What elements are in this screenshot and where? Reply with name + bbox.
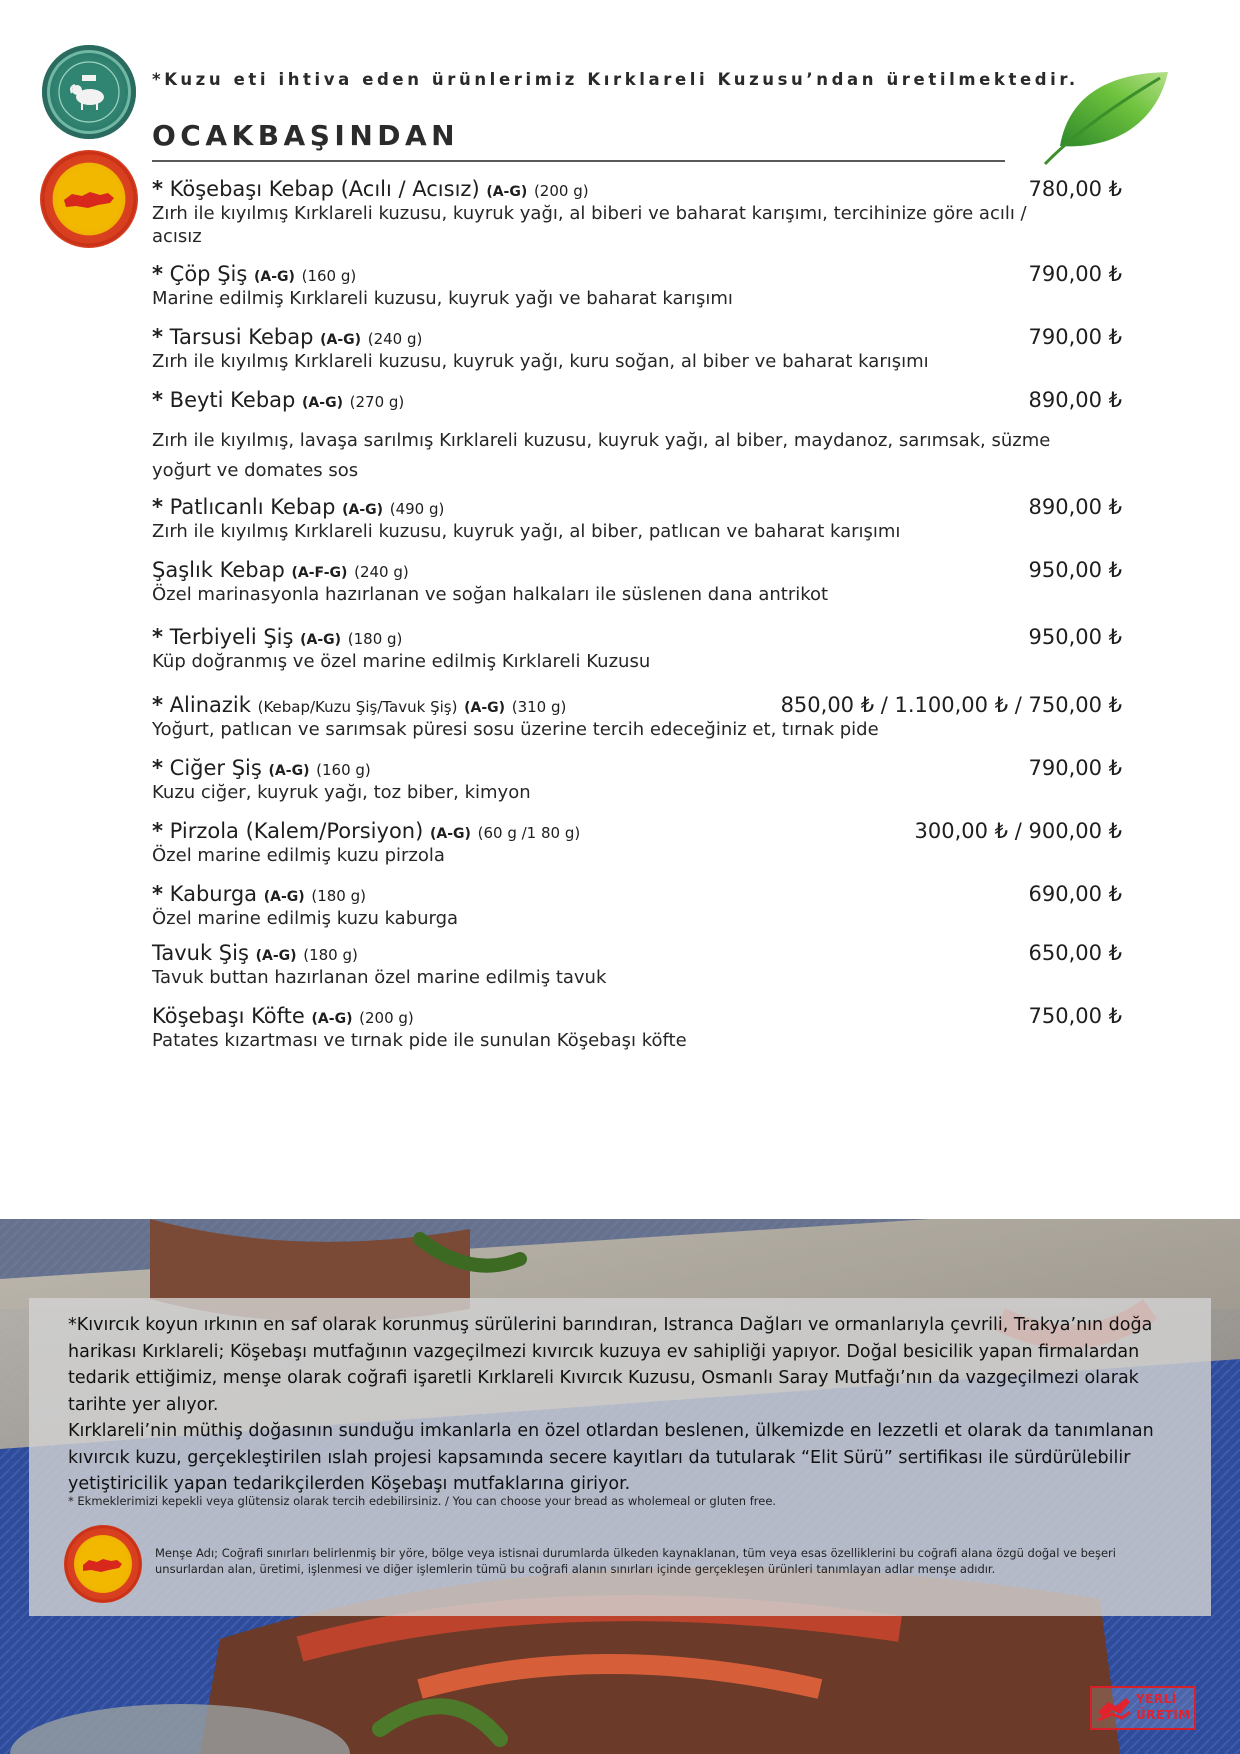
item-weight: (160 g): [301, 267, 357, 285]
item-name: Tavuk Şiş (A-G) (180 g): [152, 941, 358, 965]
item-name: Şaşlık Kebap (A-F-G) (240 g): [152, 558, 409, 582]
item-price: 950,00 ₺: [1028, 625, 1122, 649]
allergen-code: (A-G): [302, 395, 343, 411]
item-name: * Çöp Şiş (A-G) (160 g): [152, 262, 357, 286]
item-name: Köşebaşı Köfte (A-G) (200 g): [152, 1004, 414, 1028]
bread-note: * Ekmeklerimizi kepekli veya glütensiz olarak tercih edebilirsiniz. / You can choose your bread as wholemeal or gluten free.: [68, 1494, 777, 1508]
menu-item: [152, 558, 1122, 606]
mense-definition: Menşe Adı; Coğrafi sınırları belirlenmiş bir yöre, bölge veya istisnai durumlarda ülkeden kaynaklanan, tüm veya esas özelliklerini bu coğrafi alana özgü doğal ve beşeri unsurlardan alan, üretimi, işlenmesi ve diğer işlemlerin tümü bu coğrafi alanın sınırları içinde gerçekleşen ürünleri tanımlayan adlar menşe adıdır.: [155, 1546, 1116, 1576]
allergen-code: (A-G): [300, 632, 342, 648]
item-price: 790,00 ₺: [1028, 756, 1122, 780]
menu-item: [152, 262, 1122, 310]
item-name: * Beyti Kebap (A-G) (270 g): [152, 388, 405, 412]
item-description: Kuzu ciğer, kuyruk yağı, toz biber, kimyon: [152, 782, 531, 803]
heading-divider: [152, 160, 1005, 162]
item-description: Özel marinasyonla hazırlanan ve soğan halkaları ile süslenen dana antrikot: [152, 584, 829, 605]
kirklareli-kuzusu-seal-icon: [42, 45, 136, 139]
item-weight: (490 g): [389, 500, 445, 518]
menu-item: [152, 325, 1122, 373]
item-price: 690,00 ₺: [1028, 882, 1122, 906]
item-weight: (160 g): [316, 761, 371, 779]
info-paragraph-1: *Kıvırcık koyun ırkının en saf olarak korunmuş sürülerini barındıran, Istranca Dağları ve ormanlarıyla çevrili, Trakya’nın doğa harikası Kırklareli; Köşebaşı mutfağının vazgeçilmezi kıvırcık kuzuya ev sahipliği yapıyor. Doğal besicilik yapan firmalardan tedarik ettiğimiz, menşe olarak coğrafi işaretli Kırklareli Kıvırcık Kuzusu, Osmanlı Saray Mutfağı’nın da vazgeçilmezi olarak tarihte yer alıyor.: [68, 1315, 1153, 1415]
item-name: * Terbiyeli Şiş (A-G) (180 g): [152, 625, 403, 649]
allergen-code: (A-G): [320, 332, 362, 348]
item-weight: (270 g): [349, 393, 405, 411]
item-weight: (200 g): [533, 182, 589, 200]
yerli-label: YERLİ: [1136, 1692, 1177, 1706]
item-price: 650,00 ₺: [1028, 941, 1122, 965]
menu-item: [152, 1004, 1122, 1052]
item-description: Özel marine edilmiş kuzu pirzola: [152, 845, 445, 866]
item-price: 300,00 ₺ / 900,00 ₺: [914, 819, 1122, 843]
menu-item: [152, 756, 1122, 804]
item-description: Marine edilmiş Kırklareli kuzusu, kuyruk yağı ve baharat karışımı: [152, 288, 733, 309]
allergen-code: (A-G): [486, 184, 528, 200]
item-description: Zırh ile kıyılmış Kırklareli kuzusu, kuyruk yağı, al biberi ve baharat karışımı, tercihinize göre acılı / acısız: [152, 203, 1027, 247]
item-description: Yoğurt, patlıcan ve sarımsak püresi sosu üzerine tercih edeceğiniz et, tırnak pide: [152, 719, 879, 740]
allergen-code: (A-G): [253, 269, 295, 285]
menu-item: [152, 693, 1122, 741]
item-name: * Alinazik (Kebap/Kuzu Şiş/Tavuk Şiş) (A-G) (310 g): [152, 693, 567, 717]
item-weight: (180 g): [347, 630, 403, 648]
item-weight: (180 g): [303, 946, 358, 964]
item-weight: (60 g /1 80 g): [477, 824, 581, 842]
item-name: * Pirzola (Kalem/Porsiyon) (A-G) (60 g /1 80 g): [152, 819, 581, 843]
item-description: Zırh ile kıyılmış Kırklareli kuzusu, kuyruk yağı, al biber, patlıcan ve baharat karışımı: [152, 521, 901, 542]
item-variants: (Kebap/Kuzu Şiş/Tavuk Şiş): [257, 698, 458, 716]
item-price: 790,00 ₺: [1028, 262, 1122, 286]
item-name: * Ciğer Şiş (A-G) (160 g): [152, 756, 371, 780]
allergen-code: (A-G): [268, 763, 310, 779]
info-paragraph-2: Kırklareli’nin müthiş doğasının sunduğu imkanlarla en özel otlardan beslenen, ülkemizde en lezzetli et olarak da tanımlanan kıvırcık kuzu, gerçekleştirilen ıslah projesi kapsamında secere kayıtları da tutularak “Elit Sürü” sertifikası ile sürdürülebilir yetiştiricilik yapan tedarikçilerden Köşebaşı mutfaklarına giriyor.: [68, 1421, 1154, 1494]
item-description: Zırh ile kıyılmış, lavaşa sarılmış Kırklareli kuzusu, kuyruk yağı, al biber, maydanoz, sarımsak, süzme yoğurt ve domates sos: [152, 430, 1051, 481]
allergen-code: (A-G): [342, 502, 384, 518]
item-price: 850,00 ₺ / 1.100,00 ₺ / 750,00 ₺: [780, 693, 1122, 717]
item-weight: (180 g): [311, 887, 366, 905]
menu-item: [152, 882, 1122, 930]
item-price: 780,00 ₺: [1028, 177, 1122, 201]
item-price: 790,00 ₺: [1028, 325, 1122, 349]
item-description: Küp doğranmış ve özel marine edilmiş Kırklareli Kuzusu: [152, 651, 651, 672]
allergen-code: (A-G): [311, 1011, 353, 1027]
cografi-isaret-seal-icon: [40, 150, 138, 248]
item-weight: (310 g): [511, 698, 567, 716]
menu-item: [152, 819, 1122, 867]
item-price: 750,00 ₺: [1028, 1004, 1122, 1028]
item-weight: (240 g): [354, 563, 409, 581]
uretim-label: ÜRETİM: [1136, 1708, 1191, 1722]
lamb-origin-note: *Kuzu eti ihtiva eden ürünlerimiz Kırklareli Kuzusu’ndan üretilmektedir.: [152, 70, 1079, 89]
item-description: Özel marine edilmiş kuzu kaburga: [152, 908, 459, 929]
item-name: * Tarsusi Kebap (A-G) (240 g): [152, 325, 423, 349]
menu-item: [152, 495, 1122, 543]
section-heading: OCAKBAŞINDAN: [152, 119, 460, 152]
allergen-code: (A-G): [429, 826, 471, 842]
item-price: 950,00 ₺: [1028, 558, 1122, 582]
item-price: 890,00 ₺: [1028, 388, 1122, 412]
item-name: * Köşebaşı Kebap (Acılı / Acısız) (A-G) (200 g): [152, 177, 589, 201]
item-price: 890,00 ₺: [1028, 495, 1122, 519]
item-description: Patates kızartması ve tırnak pide ile sunulan Köşebaşı köfte: [152, 1030, 687, 1051]
item-name: * Patlıcanlı Kebap (A-G) (490 g): [152, 495, 445, 519]
item-description: Tavuk buttan hazırlanan özel marine edilmiş tavuk: [152, 967, 607, 988]
item-weight: (240 g): [367, 330, 423, 348]
allergen-code: (A-F-G): [291, 565, 348, 581]
menu-item: [152, 941, 1122, 989]
allergen-code: (A-G): [464, 700, 506, 716]
menu-item: [152, 625, 1122, 673]
allergen-code: (A-G): [263, 889, 305, 905]
yerli-uretim-icon: [1090, 1686, 1196, 1730]
menu-item: [152, 388, 1122, 486]
kivircik-info-text: [68, 1312, 1198, 1498]
menu-item: [152, 177, 1122, 248]
leaf-icon: [1040, 68, 1170, 172]
item-weight: (200 g): [359, 1009, 414, 1027]
allergen-code: (A-G): [255, 948, 297, 964]
item-description: Zırh ile kıyılmış Kırklareli kuzusu, kuyruk yağı, kuru soğan, al biber ve baharat karışımı: [152, 351, 929, 372]
cografi-isaret-seal-icon: [64, 1525, 142, 1603]
item-name: * Kaburga (A-G) (180 g): [152, 882, 366, 906]
